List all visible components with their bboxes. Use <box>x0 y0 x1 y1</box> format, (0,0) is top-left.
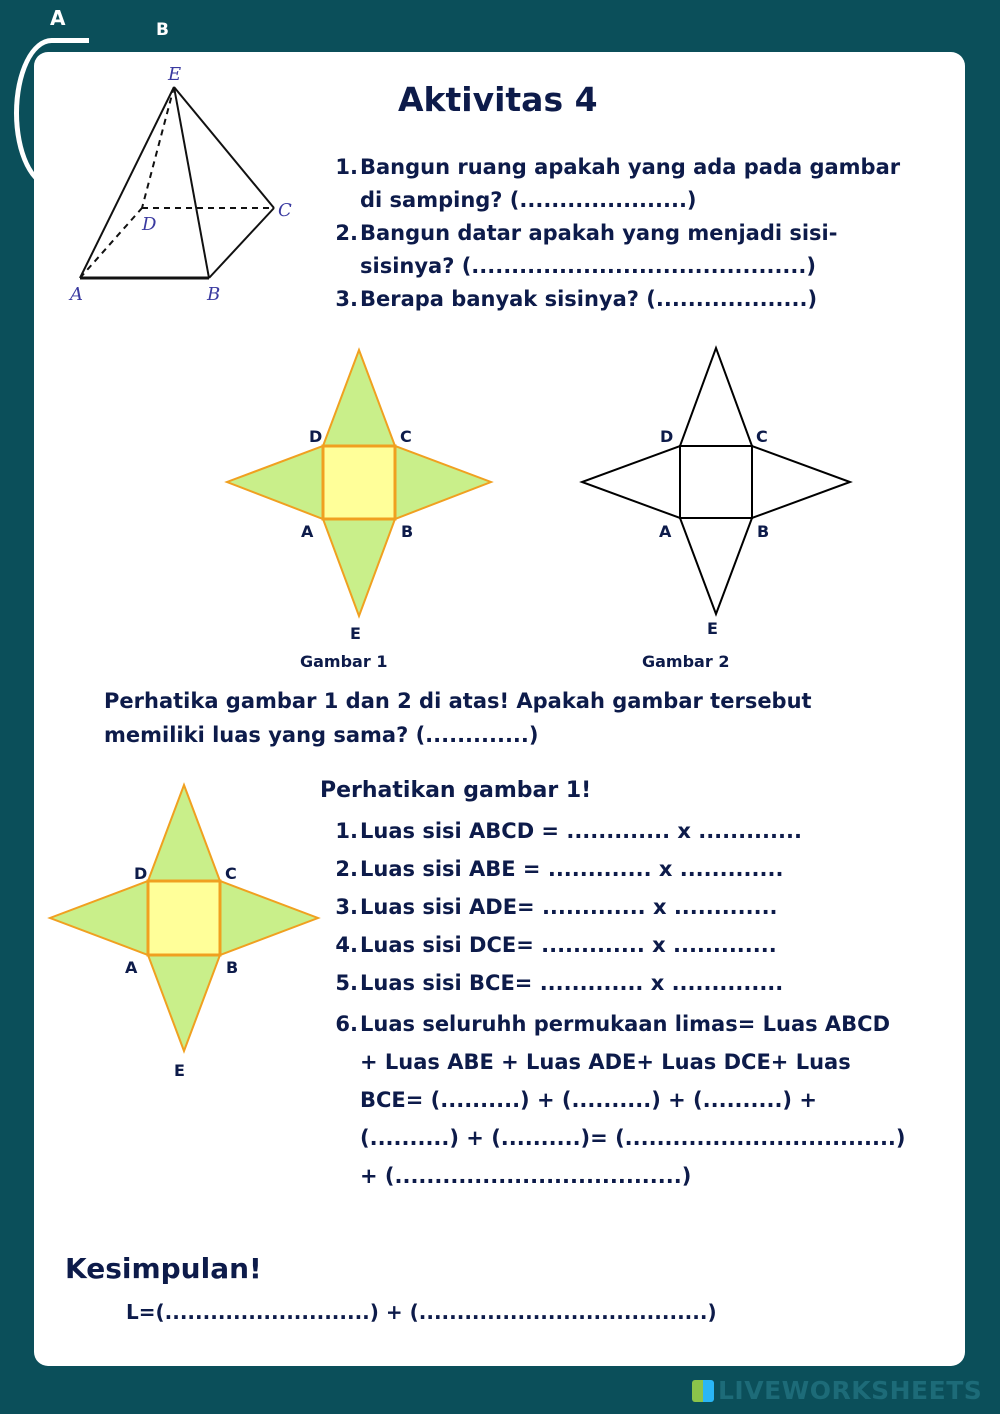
section-heading: Perhatikan gambar 1! <box>320 778 592 803</box>
net-triangle-left <box>582 446 680 518</box>
net-1-label-c: C <box>400 427 412 446</box>
net-triangle-bottom <box>680 518 752 614</box>
caption-gambar-1: Gambar 1 <box>300 652 388 671</box>
item-text: Luas sisi ADE= ............. x ............. <box>360 895 778 919</box>
net-triangle-left <box>50 881 148 955</box>
item-text: Luas sisi BCE= ............. x .............. <box>360 971 784 995</box>
area-item <box>334 891 914 924</box>
item-number: 4. <box>335 933 358 957</box>
area-item <box>334 815 914 848</box>
vertex-label-b: B <box>207 284 221 305</box>
net-3-label-d: D <box>134 864 148 883</box>
area-item <box>334 929 914 962</box>
item-text: Luas seluruhh permukaan limas= Luas ABCD + Luas ABE + Luas ADE+ Luas DCE+ Luas BCE= (..........) + (..........) + (..........) + (..........) + (..........)= (..................................) + (....................................) <box>360 1012 906 1188</box>
net-1-label-a: A <box>301 522 314 541</box>
vertex-label-e: E <box>168 64 182 85</box>
compare-question: Perhatika gambar 1 dan 2 di atas! Apakah gambar tersebut memiliki luas yang sama? (.............) <box>104 689 812 747</box>
net-triangle-top <box>680 348 752 446</box>
net-triangle-top <box>323 350 395 446</box>
item-text: Luas sisi DCE= ............. x ............. <box>360 933 777 957</box>
net-2-label-d: D <box>660 427 674 446</box>
edge-bc <box>209 208 274 278</box>
net-2-label-a: A <box>659 522 672 541</box>
watermark-text: LIVEWORKSHEETS <box>718 1376 983 1405</box>
question-text: Bangun datar apakah yang menjadi sisi-sisinya? (..........................................) <box>360 221 838 278</box>
net-figure-1 <box>219 342 499 632</box>
net-triangle-right <box>752 446 850 518</box>
conclusion-heading: Kesimpulan! <box>65 1252 262 1285</box>
item-number: 1. <box>335 819 358 843</box>
net-1-label-b: B <box>401 522 414 541</box>
net-triangle-left <box>227 446 323 519</box>
edge-ad-hidden <box>80 208 142 278</box>
net-1-label-e: E <box>350 624 361 643</box>
net-2-label-b: B <box>757 522 770 541</box>
question-text: Bangun ruang apakah yang ada pada gambar di samping? (.....................) <box>360 155 901 212</box>
question-number: 1. <box>335 155 358 179</box>
net-3-label-a: A <box>125 958 138 977</box>
net-square <box>148 881 220 955</box>
caption-gambar-2: Gambar 2 <box>642 652 730 671</box>
item-text: Luas sisi ABCD = ............. x ............. <box>360 819 802 843</box>
net-square <box>680 446 752 518</box>
question-number: 2. <box>335 221 358 245</box>
vertex-label-c: C <box>278 200 292 221</box>
pyramid-figure <box>64 60 334 310</box>
vertex-label-a: A <box>70 284 83 305</box>
net-square <box>323 446 395 519</box>
net-triangle-top <box>148 785 220 881</box>
net-triangle-bottom <box>323 519 395 616</box>
net-3-label-e: E <box>174 1061 185 1080</box>
liveworksheets-logo-icon <box>692 1380 714 1402</box>
vertex-label-d: D <box>142 214 157 235</box>
net-2-label-c: C <box>756 427 768 446</box>
net-triangle-right <box>395 446 491 519</box>
net-3-label-b: B <box>226 958 239 977</box>
net-figure-1-copy <box>46 777 336 1067</box>
worksheet-page <box>34 52 965 1366</box>
watermark <box>692 1376 982 1405</box>
corner-letter-a: A <box>50 6 66 30</box>
item-text: Luas sisi ABE = ............. x ............. <box>360 857 784 881</box>
item-number: 3. <box>335 895 358 919</box>
page-title: Aktivitas 4 <box>398 80 598 119</box>
conclusion-formula: L=(...........................) + (......................................) <box>126 1300 717 1324</box>
item-number: 2. <box>335 857 358 881</box>
question-item <box>334 151 924 217</box>
edge-ea <box>80 87 174 278</box>
question-item <box>334 283 924 316</box>
net-triangle-right <box>220 881 318 955</box>
edge-ed-hidden <box>142 87 174 208</box>
net-2-label-e: E <box>707 619 718 638</box>
item-number: 5. <box>335 971 358 995</box>
question-text: Berapa banyak sisinya? (...................) <box>360 287 818 311</box>
edge-ec <box>174 87 274 208</box>
edge-eb <box>174 87 209 278</box>
question-item <box>334 217 924 283</box>
area-item <box>334 853 914 886</box>
net-3-label-c: C <box>225 864 237 883</box>
area-item <box>334 967 914 1000</box>
net-figure-2 <box>574 342 854 632</box>
item-number: 6. <box>335 1012 358 1036</box>
net-1-label-d: D <box>309 427 323 446</box>
net-triangle-bottom <box>148 955 220 1051</box>
corner-letter-b: B <box>156 20 169 40</box>
question-number: 3. <box>335 287 358 311</box>
area-item-total <box>334 1005 914 1195</box>
